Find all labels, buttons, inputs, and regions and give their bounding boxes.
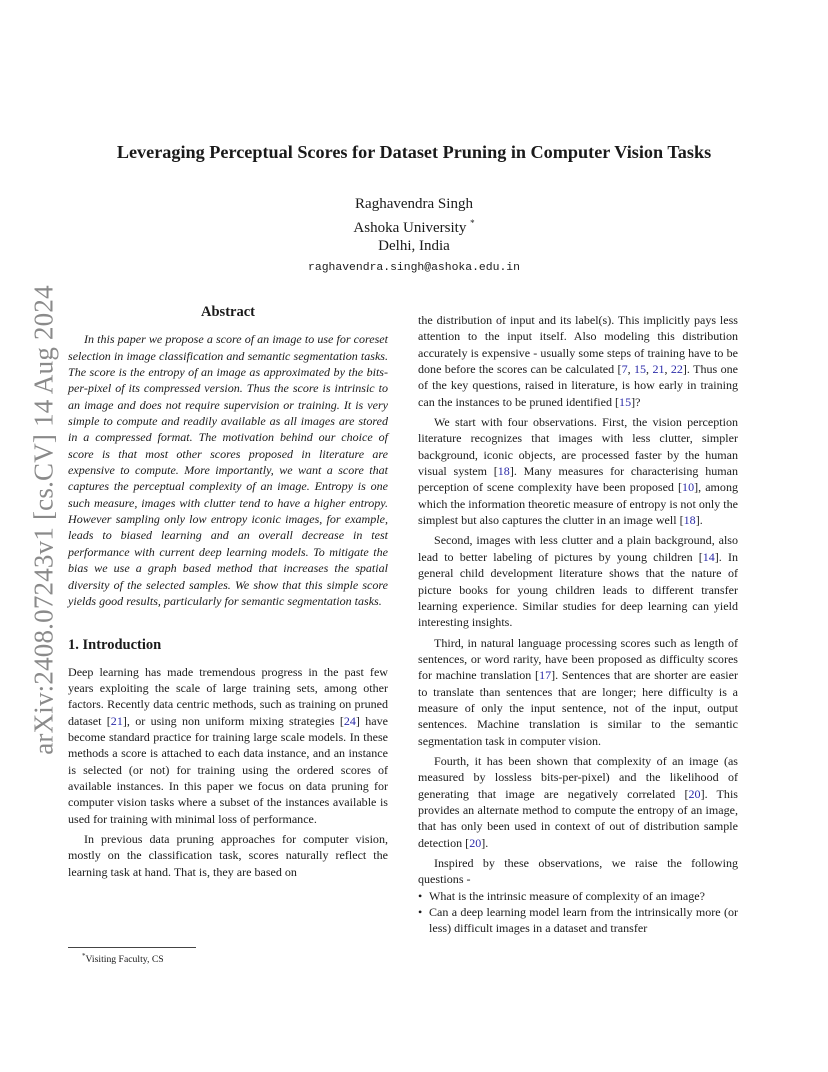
footnote-text: Visiting Faculty, CS: [85, 954, 164, 966]
citation-link[interactable]: 20: [688, 786, 701, 801]
author-affiliation: [0, 214, 828, 238]
list-item: • What is the intrinsic measure of complexity of an image?: [418, 888, 738, 904]
author-email: raghavendra.singh@ashoka.edu.in: [308, 261, 520, 274]
citation-link[interactable]: 7: [621, 362, 628, 377]
abstract-text: In this paper we propose a score of an image to use for coreset selection in image classification and semantic segmentation tasks. The score is the entropy of an image as approximated by the bits-per-pixel of its compressed version. Thus the score is intrinsic to an image and does not require supervision or training. It is very simple to compute and readily available as all images are stored in a compressed format. The motivation behind our choice of score is that most other scores proposed in literature are expensive to compute. More importantly, we want a score that captures the perceptual complexity of an image. Entropy is one such measure, images with clutter tend to have a higher entropy. However sampling only low entropy iconic images, for example, leads to biased learning and an overall decrease in test performance with current deep learning models. To mitigate the bias we use a graph based method that increases the spatial diversity of the selected samples. We show that this simple score yields good results, particularly for semantic segmentation tasks.: [68, 332, 388, 608]
affiliation-footnote-mark: *: [470, 217, 475, 228]
question-list: [418, 888, 738, 937]
citation-link[interactable]: 21: [110, 713, 123, 728]
left-column: [68, 304, 388, 880]
intro-heading: 1. Introduction: [68, 637, 162, 654]
citation-link[interactable]: 18: [683, 513, 696, 528]
author-location: Delhi, India: [378, 238, 450, 255]
right-paragraph-6: Inspired by these observations, we raise the following questions -: [418, 856, 738, 887]
citation-link[interactable]: 15: [634, 362, 647, 377]
list-item: • Can a deep learning model learn from the intrinsically more (or less) difficult images in a dataset and transfer: [418, 904, 738, 937]
author-block: [0, 195, 828, 277]
citation-link[interactable]: 21: [652, 362, 665, 377]
citation-link[interactable]: 18: [497, 464, 510, 479]
citation-link[interactable]: 17: [539, 668, 552, 683]
right-paragraph-1: the distribution of input and its label(s). This implicitly pays less attention to the input itself. Also modeling this distribution accurately is expensive - usually some steps of training have to be done before the scores can be calculated [7, 15, 21, 22]. Thus one of the key questions, raised in literature, is how early in training can the instances to be pruned identified [15]?: [418, 313, 738, 409]
intro-paragraph-1: Deep learning has made tremendous progress in the past few years exploiting the scale of large training sets, among other factors. Recently data centric methods, such as training on pruned dataset [21], or using non uniform mixing strategies [24] have become standard practice for training large scale models. In these methods a score is attached to each data instance, and an instance is selected (or not) for training using the ordered scores of available instances. In this paper we focus on data pruning for computer vision tasks where a subset of the instances available is used for training with minimal loss of performance.: [68, 664, 388, 826]
intro-paragraph-2: In previous data pruning approaches for computer vision, mostly on the classification task, scores naturally reflect the learning task at hand. That is, they are based on: [68, 831, 388, 879]
affiliation-name: Ashoka University: [353, 219, 467, 236]
right-paragraph-3: Second, images with less clutter and a plain background, also lead to better labeling of pictures by young children [14]. In general child development literature shows that the nature of picture books for young children leads to different transfer learning experience. Similar studies for deep learning can yield interesting insights.: [418, 533, 738, 630]
right-column: [418, 312, 738, 937]
citation-link[interactable]: 20: [469, 835, 482, 850]
citation-link[interactable]: 15: [619, 394, 632, 409]
footnote-rule: [68, 947, 196, 948]
right-paragraph-4: Third, in natural language processing scores such as length of sentences, or word rarity, have been proposed as difficulty scores for machine translation [17]. Sentences that are shorter are easier to translate than sentences that are longer; here difficulty is a measure of only the input sentence, not of the input, output sentences. Machine translation is similar to the semantic segmentation task in computer vision.: [418, 635, 738, 748]
author-name: Raghavendra Singh: [355, 196, 473, 212]
footnote-mark: *: [82, 952, 86, 960]
citation-link[interactable]: 22: [670, 362, 683, 377]
right-paragraph-5: Fourth, it has been shown that complexity of an image (as measured by lossless bits-per-pixel) and the likelihood of generating that image are negatively correlated [20]. This provides an alternate method to compute the entropy of an image, that has only been used in context of out of distribution sample detection [20].: [418, 753, 738, 850]
right-paragraph-2: We start with four observations. First, the vision perception literature recognizes that images with less clutter, simpler background, iconic objects, are processed faster by the human visual system [18]. Many measures for characterising human perception of scene complexity have been proposed [10], among which the information theoretic measure of entropy is not only the simplest but also captures the clutter in an image well [18].: [418, 415, 738, 528]
citation-link[interactable]: 10: [682, 480, 695, 495]
footnote: [82, 952, 164, 965]
arxiv-identifier-text: arXiv:2408.07243v1 [cs.CV] 14 Aug 2024: [28, 285, 59, 755]
citation-link[interactable]: 14: [702, 549, 715, 564]
abstract-heading: Abstract: [201, 304, 255, 320]
citation-link[interactable]: 24: [343, 713, 356, 728]
paper-title: Leveraging Perceptual Scores for Dataset Pruning in Computer Vision Tasks: [116, 142, 712, 162]
